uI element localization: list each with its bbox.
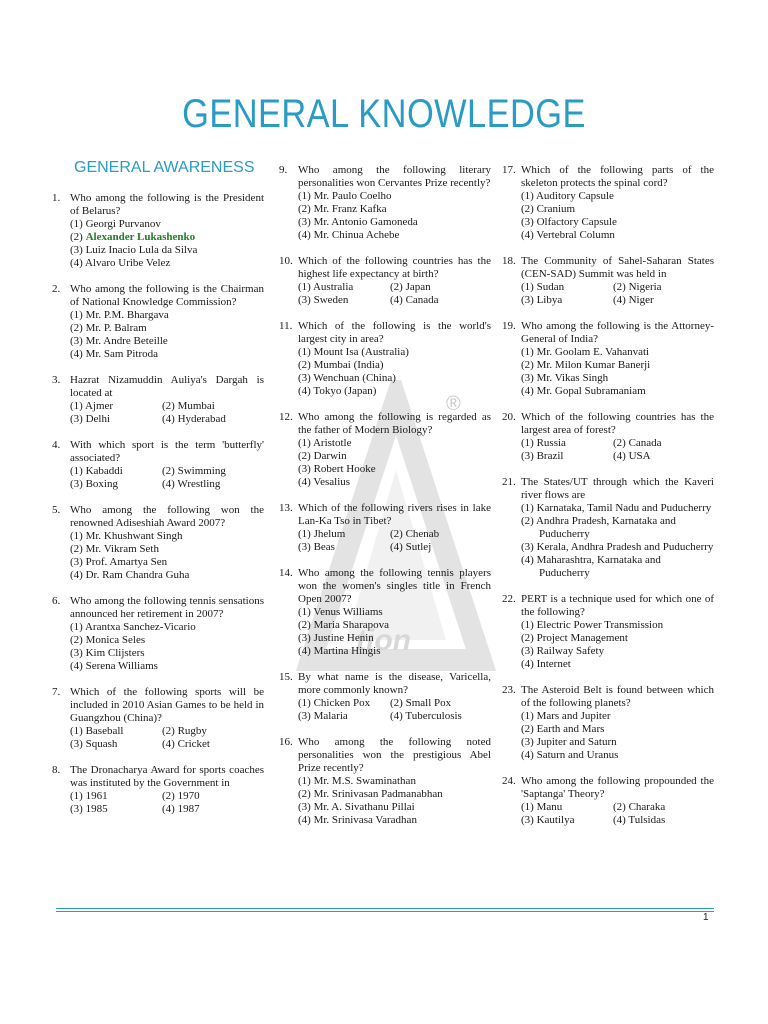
question-number: 1. [52,192,61,204]
answer-option: (3) Boxing [70,478,118,490]
answer-option: (2) Mr. P. Balram [70,322,147,334]
question-item [52,764,264,816]
answer-option: (4) Alvaro Uribe Velez [70,257,171,269]
question-text: Who among the following is the President of Belarus? [70,192,264,217]
question-column-1 [52,192,264,816]
question-text: Which of the following countries has the largest area of forest? [521,411,714,436]
question-item [502,476,714,580]
answer-option: (3) Luiz Inacio Lula da Silva [70,244,198,256]
answer-option: (3) Robert Hooke [298,463,376,475]
question-item [52,192,264,270]
page-title: GENERAL KNOWLEDGE [182,92,586,136]
answer-option: (1) Sudan [521,281,565,293]
question-text: With which sport is the term 'butterfly' associated? [70,439,264,464]
question-number: 19. [502,320,516,332]
answer-option: (2) Charaka [613,801,666,813]
question-item [279,320,491,398]
question-text: Which of the following parts of the skeleton protects the spinal cord? [521,164,714,189]
answer-option: (4) Canada [390,294,439,306]
section-heading: GENERAL AWARENESS [74,159,255,176]
answer-option: (4) Mr. Chinua Achebe [298,229,400,241]
question-number: 10. [279,255,293,267]
question-number: 2. [52,283,61,295]
answer-option: (1) Aristotle [298,437,352,449]
question-number: 23. [502,684,516,696]
question-number: 6. [52,595,61,607]
answer-option: (4) Tuberculosis [390,710,462,722]
answer-option: (2) Japan [390,281,431,293]
answer-option: (1) Chicken Pox [298,697,371,709]
answer-option: (4) Mr. Sam Pitroda [70,348,158,360]
answer-option: (3) Brazil [521,450,564,462]
answer-option: (3) Justine Henin [298,632,374,644]
answer-option: (3) 1985 [70,803,108,815]
question-item [502,684,714,762]
question-number: 8. [52,764,61,776]
answer-option: (4) USA [613,450,651,462]
answer-option: (3) Mr. Vikas Singh [521,372,609,384]
answer-option: (1) Mars and Jupiter [521,710,611,722]
answer-option: (2) Cranium [521,203,576,215]
answer-option: (2) Mr. Vikram Seth [70,543,159,555]
question-text: Who among the following is the Chairman of National Knowledge Commission? [70,283,264,308]
question-item [279,411,491,489]
answer-option: (1) Baseball [70,725,124,737]
question-text: The Asteroid Belt is found between which of the following planets? [521,684,714,709]
question-item [279,164,491,242]
answer-option: (1) Manu [521,801,563,813]
answer-option: (1) Mr. Paulo Coelho [298,190,392,202]
answer-option: (1) Mount Isa (Australia) [298,346,409,358]
answer-option: (3) Jupiter and Saturn [521,736,617,748]
answer-option: (1) Auditory Capsule [521,190,614,202]
question-text: Who among the following is regarded as the father of Modern Biology? [298,411,491,436]
answer-option: (1) Georgi Purvanov [70,218,161,230]
answer-option: (1) Karnataka, Tamil Nadu and Puducherry [521,502,712,514]
answer-option: (1) Mr. Khushwant Singh [70,530,183,542]
answer-option: (3) Mr. Andre Beteille [70,335,168,347]
answer-option: (2) Mr. Milon Kumar Banerji [521,359,651,371]
question-item [52,374,264,426]
question-text: Who among the following tennis sensations announced her retirement in 2007? [70,595,264,620]
answer-option: (2) Rugby [162,725,207,737]
question-item [502,164,714,242]
answer-option: (3) Malaria [298,710,348,722]
answer-option: (4) Vertebral Column [521,229,615,241]
question-number: 4. [52,439,61,451]
question-text: The States/UT through which the Kaveri river flows are [521,476,714,501]
answer-option: (3) Wenchuan (China) [298,372,396,384]
answer-option: (2) Earth and Mars [521,723,605,735]
question-number: 12. [279,411,293,423]
question-number: 24. [502,775,516,787]
answer-option: (3) Sweden [298,294,349,306]
answer-option: (2) Nigeria [613,281,662,293]
question-number: 9. [279,164,288,176]
answer-option: (1) Ajmer [70,400,114,412]
answer-option: (3) Railway Safety [521,645,605,657]
answer-option: (4) Internet [521,658,571,670]
question-text: Which of the following is the world's largest city in area? [298,320,491,345]
answer-option: (2) Swimming [162,465,226,477]
answer-option: (2) Small Pox [390,697,452,709]
answer-option: (2) Darwin [298,450,347,462]
question-number: 11. [279,320,293,332]
question-text: Who among the following won the renowned Adiseshiah Award 2007? [70,504,264,529]
question-number: 22. [502,593,516,605]
question-item [52,686,264,751]
question-item [502,255,714,307]
answer-option: (2) Project Management [521,632,628,644]
answer-option: (4) Cricket [162,738,210,750]
question-number: 14. [279,567,293,579]
answer-option: (4) Saturn and Uranus [521,749,619,761]
question-column-2 [279,164,491,827]
answer-option: (1) Jhelum [298,528,346,540]
question-item [279,671,491,723]
question-item [502,320,714,398]
answer-option: (1) Mr. Goolam E. Vahanvati [521,346,650,358]
answer-option: (2) Mr. Srinivasan Padmanabhan [298,788,443,800]
answer-option: (3) Prof. Amartya Sen [70,556,168,568]
question-number: 16. [279,736,293,748]
footer-rule [56,908,714,909]
question-item [52,504,264,582]
answer-option: (4) Mr. Srinivasa Varadhan [298,814,417,826]
answer-option: (3) Olfactory Capsule [521,216,617,228]
answer-option: (4) Wrestling [162,478,221,490]
footer-rule [56,911,714,912]
answer-option: (3) Beas [298,541,335,553]
watermark-registered: ® [446,393,461,415]
answer-option: (4) Dr. Ram Chandra Guha [70,569,190,581]
answer-option: (4) Serena Williams [70,660,158,672]
answer-option: (4) Hyderabad [162,413,226,425]
answer-option: (4) Maharashtra, Karnataka and Puducherry [521,554,661,579]
answer-option: (1) Australia [298,281,354,293]
answer-option: (4) Niger [613,294,654,306]
answer-option: (3) Mr. Antonio Gamoneda [298,216,418,228]
question-number: 3. [52,374,61,386]
answer-option: (3) Kerala, Andhra Pradesh and Puducherry [521,541,714,553]
question-item [279,736,491,827]
answer-option: (2) Canada [613,437,662,449]
question-text: Which of the following sports will be included in 2010 Asian Games to be held in Guangzhou (China)? [70,686,264,724]
question-text: The Community of Sahel-Saharan States (CEN-SAD) Summit was held in [521,255,714,280]
answer-option: (4) Martina Hingis [298,645,381,657]
question-text: Who among the following propounded the 'Saptanga' Theory? [521,775,714,800]
answer-option: (2) Maria Sharapova [298,619,390,631]
answer-option: (3) Libya [521,294,563,306]
question-number: 15. [279,671,293,683]
answer-option: (2) Andhra Pradesh, Karnataka and Puducherry [521,515,676,540]
answer-option: (4) Tokyo (Japan) [298,385,377,397]
question-number: 18. [502,255,516,267]
answer-option: (4) Tulsidas [613,814,666,826]
question-number: 5. [52,504,61,516]
answer-option: (3) Kautilya [521,814,575,826]
answer-option: (3) Mr. A. Sivathanu Pillai [298,801,415,813]
page-number: 1 [703,912,709,923]
question-text: Hazrat Nizamuddin Auliya's Dargah is located at [70,374,264,399]
question-item [279,502,491,554]
question-item [502,593,714,671]
question-text: Who among the following noted personalities won the prestigious Abel Prize recently? [298,736,491,774]
question-item [52,595,264,673]
question-text: Which of the following rivers rises in lake Lan-Ka Tso in Tibet? [298,502,491,527]
question-text: Which of the following countries has the highest life expectancy at birth? [298,255,491,280]
question-number: 21. [502,476,516,488]
answer-option: (1) Electric Power Transmission [521,619,664,631]
answer-option: (3) Kim Clijsters [70,647,145,659]
question-item [279,567,491,658]
answer-option: (2) Chenab [390,528,440,540]
watermark-text: tion [356,624,411,657]
question-item [279,255,491,307]
question-item [502,775,714,827]
question-item [52,439,264,491]
answer-option: (4) Vesalius [298,476,351,488]
answer-option: (1) Mr. P.M. Bhargava [70,309,169,321]
answer-option: (4) Mr. Gopal Subramaniam [521,385,646,397]
answer-option: (2) Monica Seles [70,634,146,646]
highlighted-answer: Alexander Lukashenko [85,231,196,243]
answer-option: (3) Delhi [70,413,111,425]
question-number: 20. [502,411,516,423]
answer-option: (2) Mr. Franz Kafka [298,203,387,215]
question-text: Who among the following tennis players won the women's singles title in French Open 2007? [298,567,491,605]
question-text: Who among the following is the Attorney-General of India? [521,320,714,345]
answer-option: (1) Arantxa Sanchez-Vicario [70,621,196,633]
question-text: Who among the following literary personalities won Cervantes Prize recently? [298,164,491,189]
answer-option: (1) Venus Williams [298,606,383,618]
question-text: By what name is the disease, Varicella, more commonly known? [298,671,491,696]
answer-option: (2) 1970 [162,790,200,802]
answer-option: (1) Mr. M.S. Swaminathan [298,775,416,787]
question-number: 7. [52,686,61,698]
answer-option: (2) Mumbai (India) [298,359,384,371]
answer-option: (1) Russia [521,437,566,449]
question-text: PERT is a technique used for which one of the following? [521,593,714,618]
answer-option: (4) 1987 [162,803,200,815]
answer-option: (2) Mumbai [162,400,215,412]
answer-option: (2) Alexander Lukashenko [70,231,196,243]
question-item [502,411,714,463]
question-number: 13. [279,502,293,514]
question-item [52,283,264,361]
question-number: 17. [502,164,516,176]
question-column-3 [502,164,714,827]
answer-option: (1) 1961 [70,790,108,802]
answer-option: (1) Kabaddi [70,465,123,477]
question-text: The Dronacharya Award for sports coaches was instituted by the Government in [70,764,264,789]
answer-option: (3) Squash [70,738,118,750]
answer-option: (4) Sutlej [390,541,432,553]
